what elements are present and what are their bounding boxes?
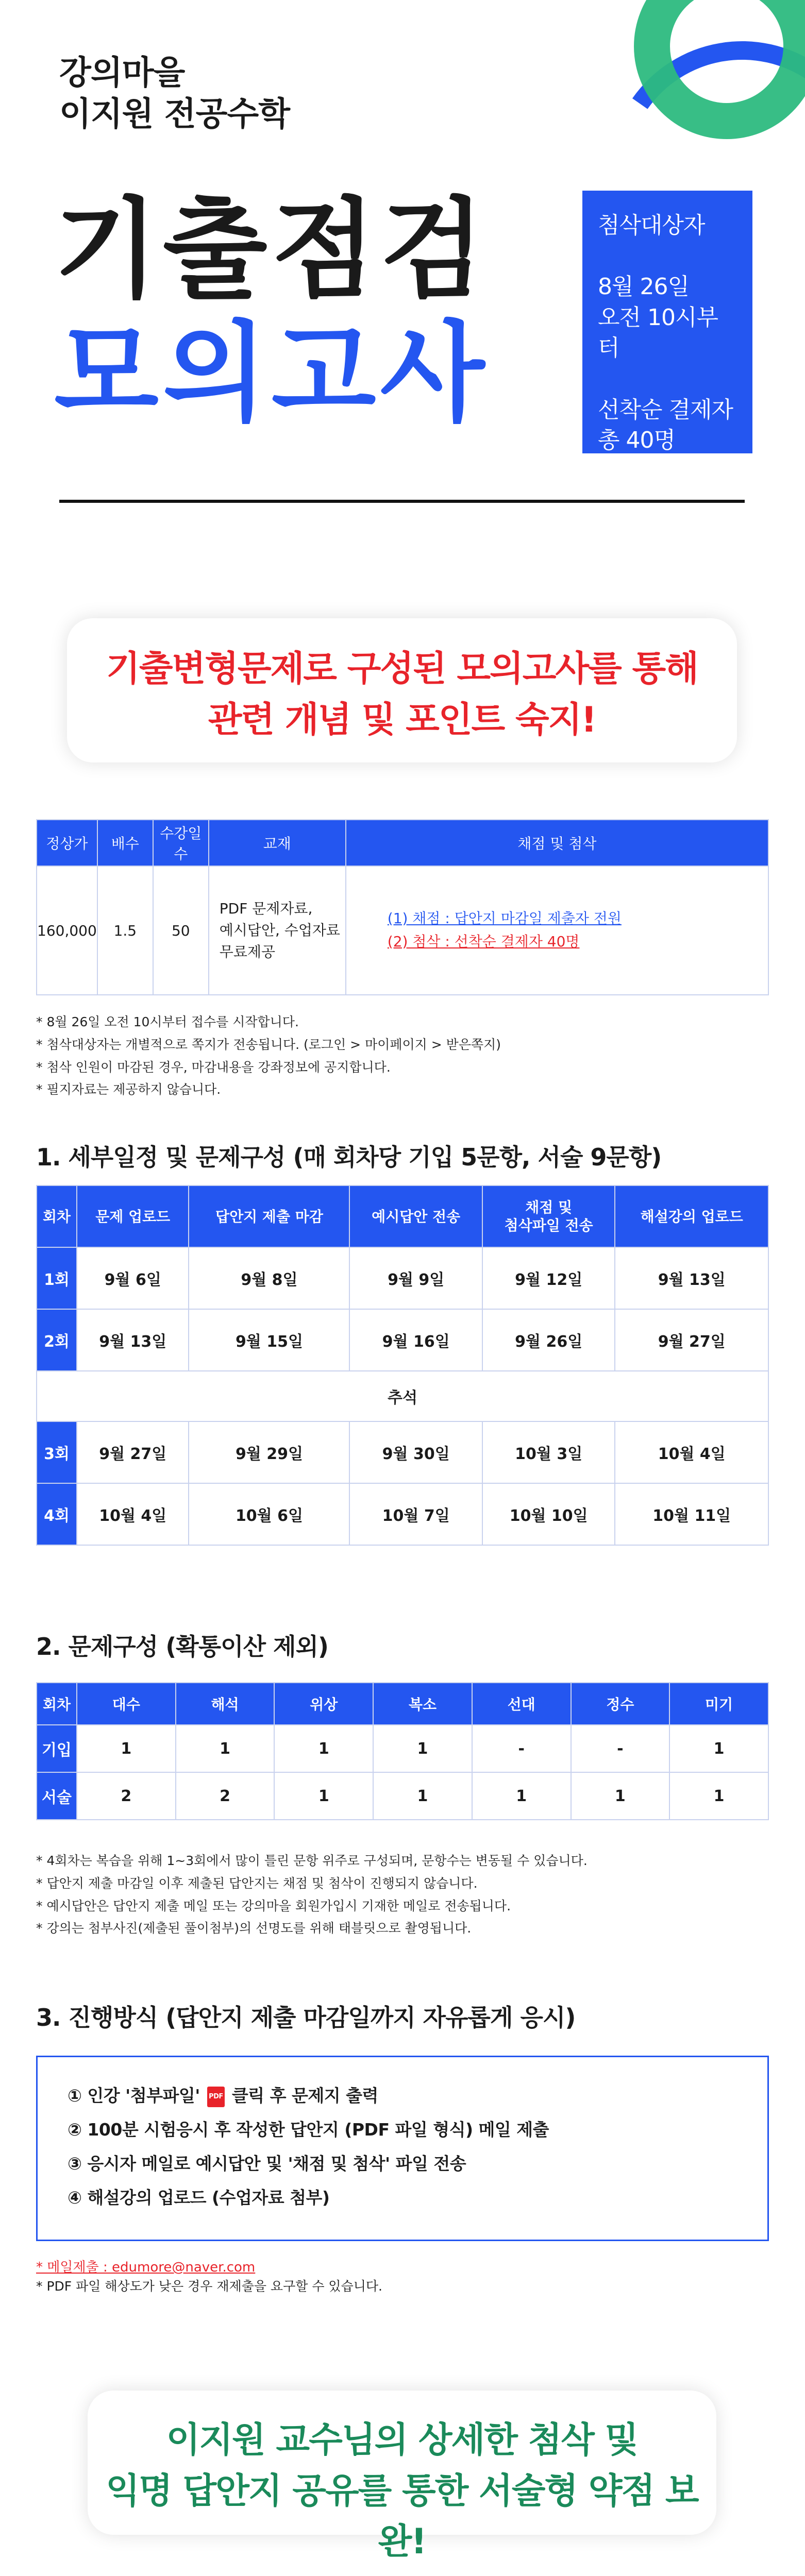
- table-row: [37, 866, 768, 995]
- table-cell: 1: [571, 1772, 670, 1820]
- table-header: 정수: [571, 1683, 670, 1725]
- table-cell: 10월 7일: [349, 1483, 482, 1545]
- table-cell: 1: [472, 1772, 571, 1820]
- table-header: 회차: [37, 1683, 77, 1725]
- table-cell: 9월 6일: [77, 1247, 189, 1309]
- hero-box-line: 선착순 결제자: [598, 396, 733, 423]
- table-header: 교재: [209, 820, 346, 866]
- row-label: 서술: [37, 1772, 77, 1820]
- table-cell: 9월 16일: [349, 1309, 482, 1371]
- hero-title-line-2: 모의고사: [54, 310, 489, 436]
- step-2: ② 100분 시험응시 후 작성한 답안지 (PDF 파일 형식) 메일 제출: [68, 2120, 549, 2140]
- review-line-1: (1) 채점 : 답안지 마감일 제출자 전원: [387, 910, 622, 927]
- section-3-title: 3. 진행방식 (답안지 제출 마감일까지 자유롭게 응시): [36, 2004, 576, 2031]
- table-cell: 9월 12일: [482, 1247, 615, 1309]
- table-header: 해석: [176, 1683, 275, 1725]
- book-cell: PDF 문제자료, 예시답안, 수업자료 무료제공: [209, 866, 346, 995]
- table-cell: 1: [669, 1772, 768, 1820]
- table-cell: 9월 27일: [615, 1309, 768, 1371]
- multiplier-cell: 1.5: [97, 866, 153, 995]
- round-label: 3회: [37, 1421, 77, 1483]
- price-table: [36, 819, 769, 995]
- table-cell: 9월 27일: [77, 1421, 189, 1483]
- hero-box-line: 오전 10시부터: [598, 304, 718, 362]
- table-cell: 10월 4일: [615, 1421, 768, 1483]
- note-line: * 첨삭대상자는 개별적으로 쪽지가 전송됩니다. (로그인 > 마이페이지 > 받은쪽지): [36, 1037, 501, 1052]
- table-cell: 9월 26일: [482, 1309, 615, 1371]
- table-header: 미기: [669, 1683, 768, 1725]
- table-header: 채점 및 첨삭파일 전송: [482, 1185, 615, 1247]
- table-header: 예시답안 전송: [349, 1185, 482, 1247]
- note-line: * 답안지 제출 마감일 이후 제출된 답안지는 채점 및 첨삭이 진행되지 않습니다.: [36, 1875, 478, 1891]
- table-cell: 9월 9일: [349, 1247, 482, 1309]
- note-line: * 강의는 첨부사진(제출된 풀이첨부)의 선명도를 위해 태블릿으로 촬영됩니다.: [36, 1921, 472, 1936]
- highlight-line: 기출변형문제로 구성된 모의고사를 통해: [106, 649, 698, 689]
- table-header: 회차: [37, 1185, 77, 1247]
- round-label: 1회: [37, 1247, 77, 1309]
- table-header: 채점 및 첨삭: [346, 820, 768, 866]
- hero-box-line: 첨삭대상자: [598, 212, 705, 239]
- table-header: 정상가: [37, 820, 97, 866]
- table-row: [37, 1483, 768, 1545]
- notes-2: [36, 1850, 588, 1940]
- table-cell: 9월 8일: [189, 1247, 349, 1309]
- holiday-break-label: 추석: [37, 1371, 768, 1421]
- table-cell: 1: [373, 1772, 472, 1820]
- table-cell: 10월 10일: [482, 1483, 615, 1545]
- table-header: 대수: [77, 1683, 176, 1725]
- table-header-row: [37, 1683, 768, 1725]
- table-cell: 1: [77, 1725, 176, 1772]
- table-header: 수강일수: [153, 820, 209, 866]
- table-cell: 1: [274, 1725, 373, 1772]
- table-cell: -: [472, 1725, 571, 1772]
- process-steps-box: [36, 2056, 769, 2241]
- hero-banner: [0, 0, 805, 515]
- table-row: [37, 1371, 768, 1421]
- highlight-banner-2: [88, 2391, 716, 2563]
- table-cell: 9월 29일: [189, 1421, 349, 1483]
- note-line: * 예시답안은 답안지 제출 메일 또는 강의마을 회원가입시 기재한 메일로 전송됩니다.: [36, 1898, 511, 1913]
- table-header-row: [37, 1185, 768, 1247]
- table-header: 복소: [373, 1683, 472, 1725]
- section-1-title: 1. 세부일정 및 문제구성 (매 회차당 기입 5문항, 서술 9문항): [36, 1143, 662, 1171]
- hero-title-line-1: 기출점검: [54, 187, 489, 313]
- table-cell: 2: [176, 1772, 275, 1820]
- hero-brand: 강의마을: [59, 54, 185, 92]
- highlight-line: 관련 개념 및 포인트 숙지!: [208, 699, 596, 740]
- step-1-text-after: 클릭 후 문제지 출력: [231, 2086, 378, 2106]
- mail-note: * PDF 파일 해상도가 낮은 경우 재제출을 요구할 수 있습니다.: [36, 2279, 382, 2294]
- row-label: 기입: [37, 1725, 77, 1772]
- hero-course-name: 이지원 전공수학: [59, 95, 290, 133]
- round-label: 2회: [37, 1309, 77, 1371]
- table-header-row: [37, 820, 768, 866]
- days-cell: 50: [153, 866, 209, 995]
- note-line: * 4회차는 복습을 위해 1~3회에서 많이 틀린 문항 위주로 구성되며, 문항수는 변동될 수 있습니다.: [36, 1853, 588, 1868]
- review-cell: [346, 866, 768, 995]
- hero-box-line: 8월 26일: [598, 274, 689, 300]
- table-cell: 1: [373, 1725, 472, 1772]
- table-cell: 1: [274, 1772, 373, 1820]
- highlight-line: 이지원 교수님의 상세한 첨삭 및: [166, 2420, 638, 2461]
- table-cell: 10월 3일: [482, 1421, 615, 1483]
- highlight-line: 익명 답안지 공유를 통한 서술형 약점 보완!: [106, 2470, 698, 2563]
- section-2-title: 2. 문제구성 (확통이산 제외): [36, 1633, 328, 1660]
- table-header: 위상: [274, 1683, 373, 1725]
- hero-info-box: [582, 191, 752, 453]
- table-cell: -: [571, 1725, 670, 1772]
- table-header: 배수: [97, 820, 153, 866]
- round-label: 4회: [37, 1483, 77, 1545]
- note-line: * 8월 26일 오전 10시부터 접수를 시작합니다.: [36, 1014, 299, 1029]
- notes-1: [36, 1011, 501, 1101]
- table-cell: 10월 6일: [189, 1483, 349, 1545]
- hero-divider: [59, 500, 745, 503]
- review-line-2: (2) 첨삭 : 선착순 결제자 40명: [387, 933, 580, 950]
- note-line: * 필지자료는 제공하지 않습니다.: [36, 1082, 221, 1097]
- table-cell: 9월 13일: [615, 1247, 768, 1309]
- step-1-text: ① 인강 '첨부파일': [68, 2086, 200, 2106]
- schedule-table: [36, 1185, 769, 1546]
- table-cell: 10월 11일: [615, 1483, 768, 1545]
- table-cell: 9월 30일: [349, 1421, 482, 1483]
- pdf-file-icon: PDF: [207, 2087, 225, 2107]
- table-row: [37, 1247, 768, 1309]
- table-cell: 10월 4일: [77, 1483, 189, 1545]
- table-row: [37, 1421, 768, 1483]
- table-cell: 9월 15일: [189, 1309, 349, 1371]
- table-row: [37, 1309, 768, 1371]
- hero-box-line: 총 40명: [598, 427, 675, 453]
- note-line: * 첨삭 인원이 마감된 경우, 마감내용을 강좌정보에 공지합니다.: [36, 1059, 391, 1075]
- table-cell: 9월 13일: [77, 1309, 189, 1371]
- table-header: 해설강의 업로드: [615, 1185, 768, 1247]
- table-row: [37, 1725, 768, 1772]
- table-row: [37, 1772, 768, 1820]
- table-cell: 1: [176, 1725, 275, 1772]
- table-header: 선대: [472, 1683, 571, 1725]
- composition-table: [36, 1682, 769, 1820]
- step-1: [68, 2079, 767, 2113]
- table-cell: 2: [77, 1772, 176, 1820]
- highlight-banner-1: [67, 618, 737, 762]
- table-cell: 1: [669, 1725, 768, 1772]
- table-header: 답안지 제출 마감: [189, 1185, 349, 1247]
- price-cell: 160,000: [37, 866, 97, 995]
- table-header: 문제 업로드: [77, 1185, 189, 1247]
- step-3: ③ 응시자 메일로 예시답안 및 '채점 및 첨삭' 파일 전송: [68, 2154, 466, 2174]
- step-4: ④ 해설강의 업로드 (수업자료 첨부): [68, 2188, 330, 2208]
- mail-submit-link[interactable]: * 메일제출 : edumore@naver.com: [36, 2260, 256, 2275]
